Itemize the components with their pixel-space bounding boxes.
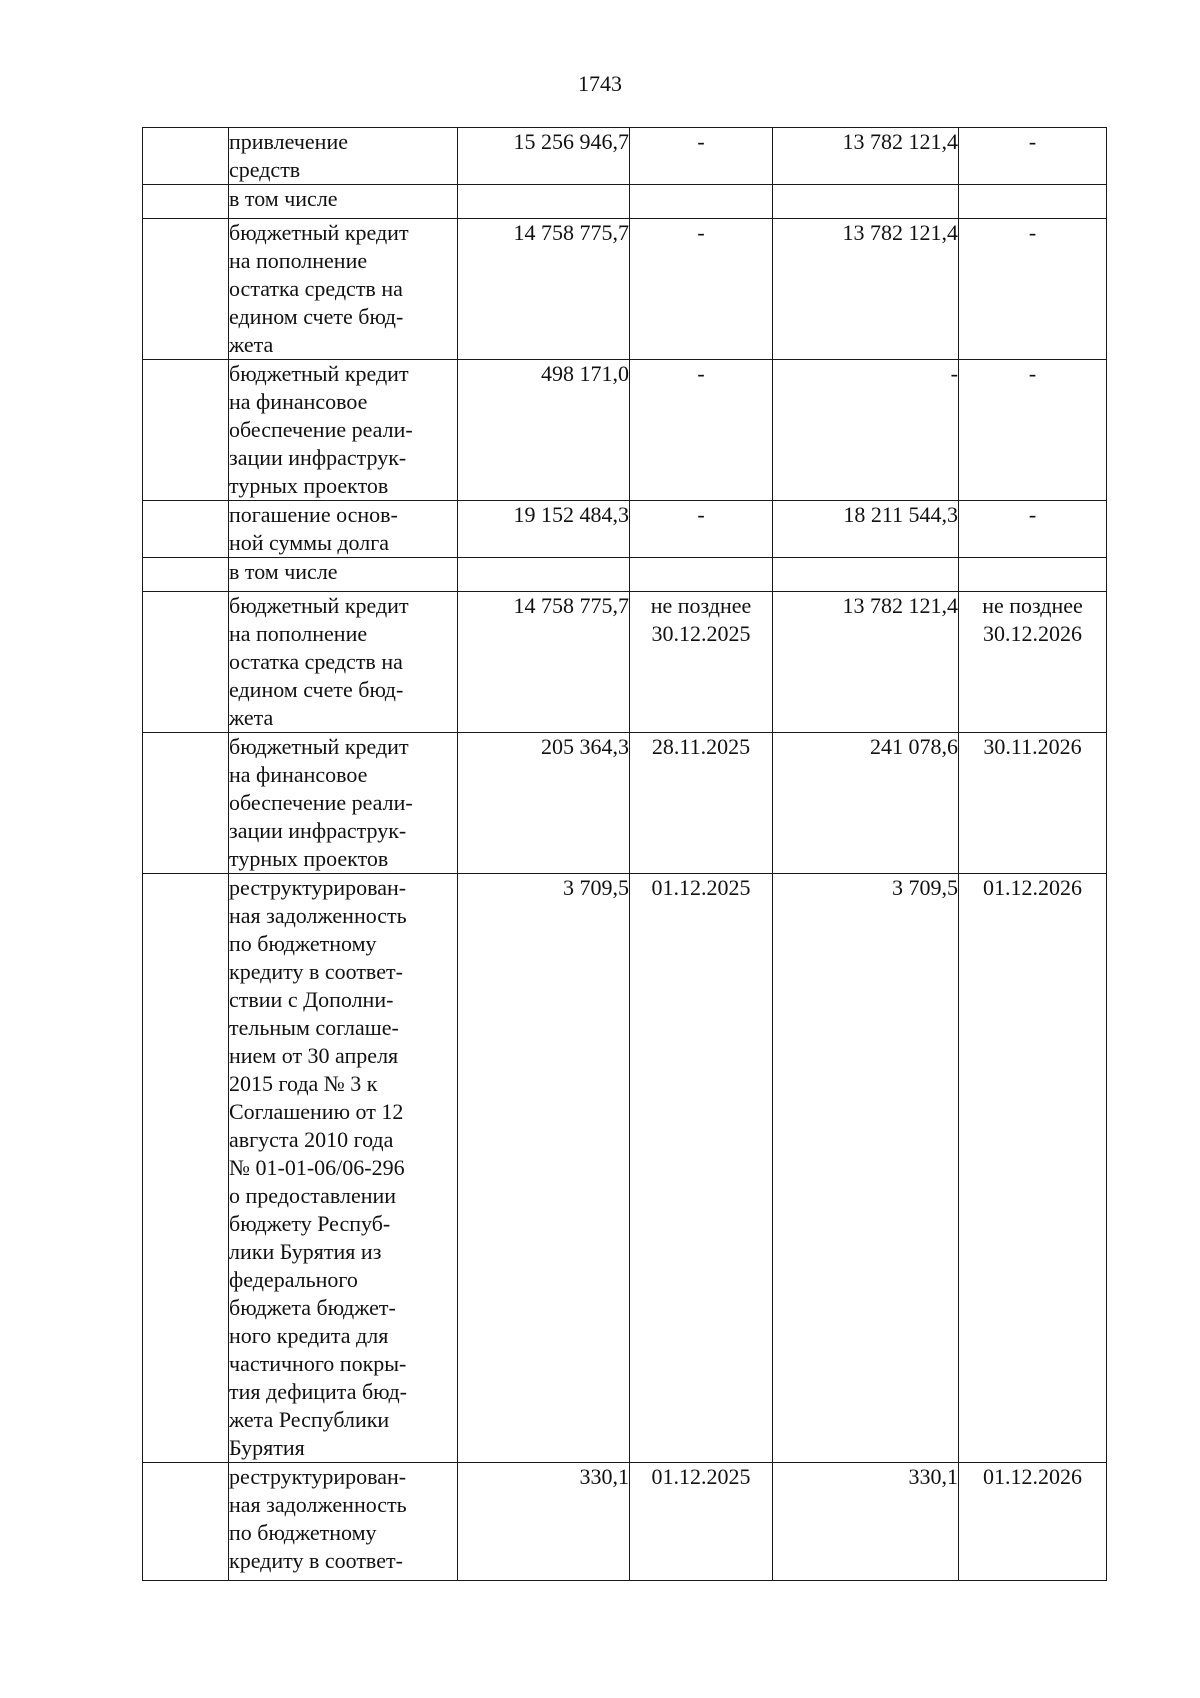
table-row <box>143 733 1107 874</box>
row-number-cell <box>143 874 229 1463</box>
row-label: бюджетный кредит на пополнение остатка средств на едином счете бюд- жета <box>229 220 409 357</box>
amount-2026-cell <box>773 501 959 558</box>
deadline-2026-cell <box>959 219 1107 360</box>
amount-2025-cell <box>458 1463 630 1581</box>
deadline-2025-value: 01.12.2025 <box>651 875 751 900</box>
row-number-cell <box>143 360 229 501</box>
amount-2026-value: 13 782 121,4 <box>842 129 958 154</box>
table-row <box>143 360 1107 501</box>
amount-2026-value: 13 782 121,4 <box>842 593 958 618</box>
deadline-2025-value: - <box>697 361 705 386</box>
deadline-2026-value: - <box>1028 129 1037 154</box>
row-label: реструктурирован- ная задолженность по бюджетному кредиту в соответ- <box>229 1464 407 1573</box>
budget-credit-table <box>142 127 1107 1581</box>
amount-2025-cell <box>458 874 630 1463</box>
deadline-2026-value: не позднее 30.12.2026 <box>982 593 1083 646</box>
row-label: бюджетный кредит на пополнение остатка средств на едином счете бюд- жета <box>229 593 409 730</box>
deadline-2025-cell <box>630 592 773 733</box>
deadline-2026-value: - <box>1028 502 1037 527</box>
deadline-2026-cell <box>959 185 1107 219</box>
amount-2026-value: 3 709,5 <box>892 875 958 900</box>
deadline-2025-cell <box>630 501 773 558</box>
deadline-2026-cell <box>959 128 1107 185</box>
amount-2025-cell <box>458 360 630 501</box>
row-label-cell <box>229 128 458 185</box>
row-number-cell <box>143 501 229 558</box>
deadline-2025-cell <box>630 558 773 592</box>
amount-2025-value: 3 709,5 <box>563 875 629 900</box>
row-label-cell <box>229 874 458 1463</box>
table-row <box>143 501 1107 558</box>
table-row <box>143 128 1107 185</box>
row-number-cell <box>143 185 229 219</box>
amount-2026-cell <box>773 558 959 592</box>
amount-2025-value: 14 758 775,7 <box>513 220 629 245</box>
table-row <box>143 1463 1107 1581</box>
amount-2025-value: 19 152 484,3 <box>513 502 629 527</box>
deadline-2025-value: не позднее 30.12.2025 <box>650 593 752 646</box>
row-label: в том числе <box>229 186 338 211</box>
row-number-cell <box>143 558 229 592</box>
row-label-cell <box>229 592 458 733</box>
table-row <box>143 558 1107 592</box>
deadline-2025-cell <box>630 733 773 874</box>
amount-2025-value: 205 364,3 <box>541 734 629 759</box>
page-number: 1743 <box>578 71 622 96</box>
deadline-2025-value: - <box>697 502 705 527</box>
deadline-2026-value: 01.12.2026 <box>983 875 1082 900</box>
amount-2026-value: - <box>950 361 958 386</box>
row-number-cell <box>143 733 229 874</box>
amount-2026-value: 241 078,6 <box>870 734 958 759</box>
amount-2025-cell <box>458 128 630 185</box>
amount-2026-value: 18 211 544,3 <box>843 502 958 527</box>
table-row <box>143 592 1107 733</box>
deadline-2026-cell <box>959 733 1107 874</box>
amount-2026-cell <box>773 185 959 219</box>
amount-2025-value: 330,1 <box>579 1464 629 1489</box>
amount-2026-cell <box>773 360 959 501</box>
table-row <box>143 874 1107 1463</box>
amount-2026-cell <box>773 592 959 733</box>
deadline-2025-cell <box>630 185 773 219</box>
table-row <box>143 219 1107 360</box>
deadline-2025-cell <box>630 874 773 1463</box>
deadline-2026-cell <box>959 360 1107 501</box>
amount-2026-cell <box>773 733 959 874</box>
deadline-2026-value: 30.11.2026 <box>983 734 1082 759</box>
deadline-2025-value: - <box>697 129 705 154</box>
row-number-cell <box>143 219 229 360</box>
row-number-cell <box>143 1463 229 1581</box>
amount-2025-cell <box>458 185 630 219</box>
row-label-cell <box>229 360 458 501</box>
deadline-2026-cell <box>959 501 1107 558</box>
row-number-cell <box>143 592 229 733</box>
row-label-cell <box>229 185 458 219</box>
deadline-2025-value: - <box>697 220 705 245</box>
amount-2025-value: 15 256 946,7 <box>513 129 629 154</box>
row-label: бюджетный кредит на финансовое обеспечение реали- зации инфраструк- турных проектов <box>229 361 413 498</box>
amount-2025-value: 498 171,0 <box>541 361 629 386</box>
row-label: погашение основ- ной суммы долга <box>229 502 398 555</box>
deadline-2026-cell <box>959 1463 1107 1581</box>
deadline-2025-value: 01.12.2025 <box>651 1464 751 1489</box>
row-label: реструктурирован- ная задолженность по бюджетному кредиту в соответ- ствии с Дополни- тельным соглаше- нием от 30 апреля 2015 года № 3 к Соглашению от 12 августа 2010 года № 01-01-06/06-296 о предоставлении бюджету Респуб- лики Бурятия из федерального бюджета бюджет- ного кредита для частичного покры- тия дефицита бюд- жета Республики Бурятия <box>229 875 407 1460</box>
deadline-2025-value: 28.11.2025 <box>651 734 751 759</box>
amount-2025-cell <box>458 733 630 874</box>
amount-2025-value: 14 758 775,7 <box>513 593 629 618</box>
deadline-2025-cell <box>630 1463 773 1581</box>
row-label-cell <box>229 501 458 558</box>
deadline-2026-cell <box>959 592 1107 733</box>
amount-2026-cell <box>773 219 959 360</box>
amount-2026-cell <box>773 128 959 185</box>
row-label-cell <box>229 1463 458 1581</box>
amount-2026-cell <box>773 874 959 1463</box>
amount-2025-cell <box>458 592 630 733</box>
amount-2026-value: 330,1 <box>908 1464 958 1489</box>
deadline-2025-cell <box>630 128 773 185</box>
table-row <box>143 185 1107 219</box>
deadline-2026-value: - <box>1028 220 1037 245</box>
row-label-cell <box>229 558 458 592</box>
deadline-2025-cell <box>630 360 773 501</box>
deadline-2026-cell <box>959 558 1107 592</box>
deadline-2026-value: 01.12.2026 <box>983 1464 1082 1489</box>
row-label: в том числе <box>229 559 338 584</box>
amount-2025-cell <box>458 501 630 558</box>
amount-2025-cell <box>458 558 630 592</box>
row-number-cell <box>143 128 229 185</box>
row-label-cell <box>229 733 458 874</box>
deadline-2026-cell <box>959 874 1107 1463</box>
amount-2026-value: 13 782 121,4 <box>842 220 958 245</box>
deadline-2026-value: - <box>1028 361 1037 386</box>
row-label: бюджетный кредит на финансовое обеспечение реали- зации инфраструк- турных проектов <box>229 734 413 871</box>
row-label: привлечение средств <box>229 129 348 182</box>
deadline-2025-cell <box>630 219 773 360</box>
row-label-cell <box>229 219 458 360</box>
amount-2026-cell <box>773 1463 959 1581</box>
amount-2025-cell <box>458 219 630 360</box>
